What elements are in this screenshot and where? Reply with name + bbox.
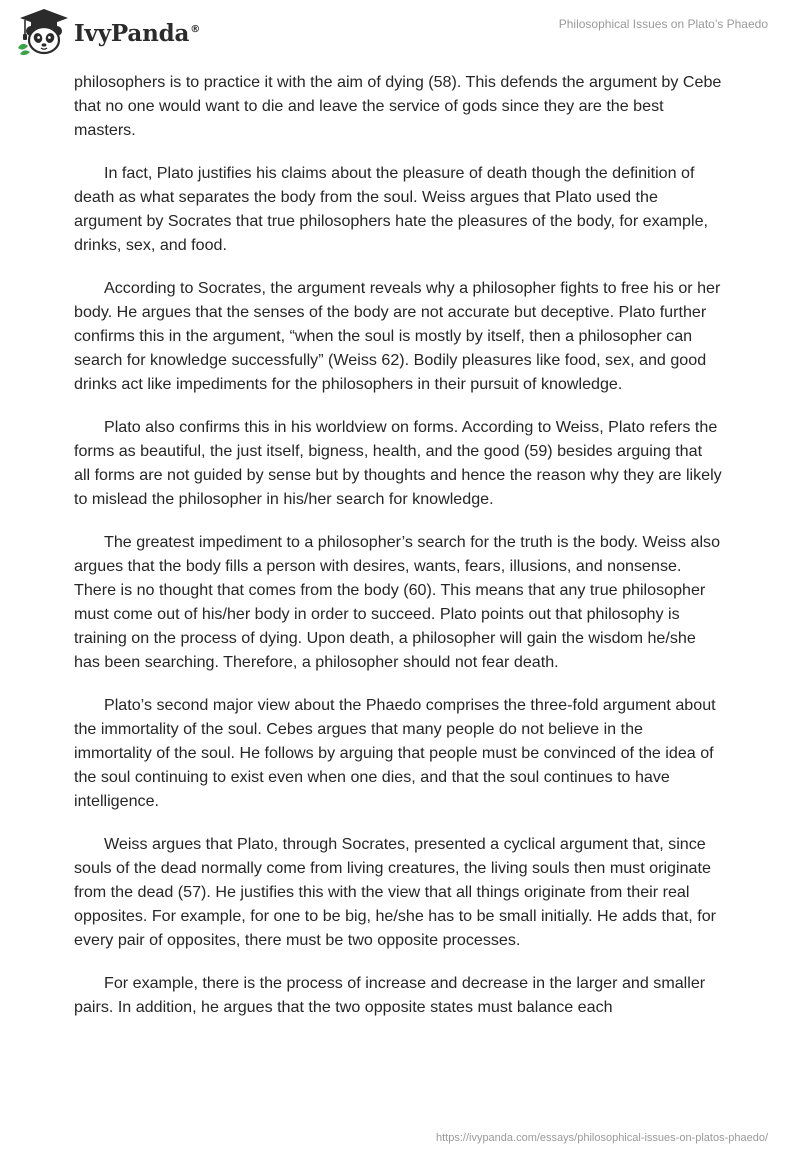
paragraph: According to Socrates, the argument reveals why a philosopher fights to free his or her body. He argues that the senses of the body are not accurate but deceptive. Plato further confirms this in the argument, “when the soul is mostly by itself, then a philosopher can search for knowledge successfully” (Weiss 62). Bodily pleasures like food, sex, and good drinks act like impediments for the philosophers in their pursuit of knowledge.: [74, 279, 721, 393]
paragraph: For example, there is the process of increase and decrease in the larger and smaller pairs. In addition, he argues that the two opposite states must balance each: [74, 974, 706, 1016]
paragraph: Plato also confirms this in his worldview on forms. According to Weiss, Plato refers the forms as beautiful, the just itself, bigness, health, and the good (59) besides arguing that all forms are not guided by sense but by thoughts and hence the reason why they are likely to mislead the philosopher in his/her search for knowledge.: [74, 418, 722, 508]
registered-mark: ®: [190, 23, 200, 35]
essay-body: [74, 70, 722, 1038]
page-header: [0, 0, 800, 66]
logo-wordmark: IvyPanda®: [74, 19, 200, 47]
paragraph: philosophers is to practice it with the aim of dying (58). This defends the argument by Cebe that no one would want to die and leave the service of gods since they are the best masters.: [74, 73, 722, 139]
paragraph: In fact, Plato justifies his claims about the pleasure of death though the definition of death as what separates the body from the soul. Weiss argues that Plato used the argument by Socrates that true philosophers hate the pleasures of the body, for example, drinks, sex, and food.: [74, 164, 708, 254]
panda-graduate-icon: [14, 8, 70, 56]
ivypanda-logo[interactable]: [14, 8, 200, 56]
paragraph: Plato’s second major view about the Phaedo comprises the three-fold argument about the immortality of the soul. Cebes argues that many people do not believe in the immortality of the soul. He follows by arguing that people must be convinced of the idea of the soul continuing to exist even when one dies, and that the soul continues to have intelligence.: [74, 696, 716, 810]
paragraph: The greatest impediment to a philosopher’s search for the truth is the body. Weiss also argues that the body fills a person with desires, wants, fears, illusions, and nonsense. There is no thought that comes from the body (60). This means that any true philosopher must come out of his/her body in order to succeed. Plato points out that philosophy is training on the process of dying. Upon death, a philosopher will gain the wisdom he/she has been searching. Therefore, a philosopher should not fear death.: [74, 533, 721, 671]
source-url[interactable]: https://ivypanda.com/essays/philosophical-issues-on-platos-phaedo/: [435, 1132, 768, 1144]
document-title: Philosophical Issues on Plato’s Phaedo: [558, 17, 768, 31]
paragraph: Weiss argues that Plato, through Socrates, presented a cyclical argument that, since souls of the dead normally come from living creatures, the living souls then must originate from the dead (57). He justifies this with the view that all things originate from their real opposites. For example, for one to be big, he/she has to be small initially. He adds that, for every pair of opposites, there must be two opposite processes.: [74, 835, 717, 949]
